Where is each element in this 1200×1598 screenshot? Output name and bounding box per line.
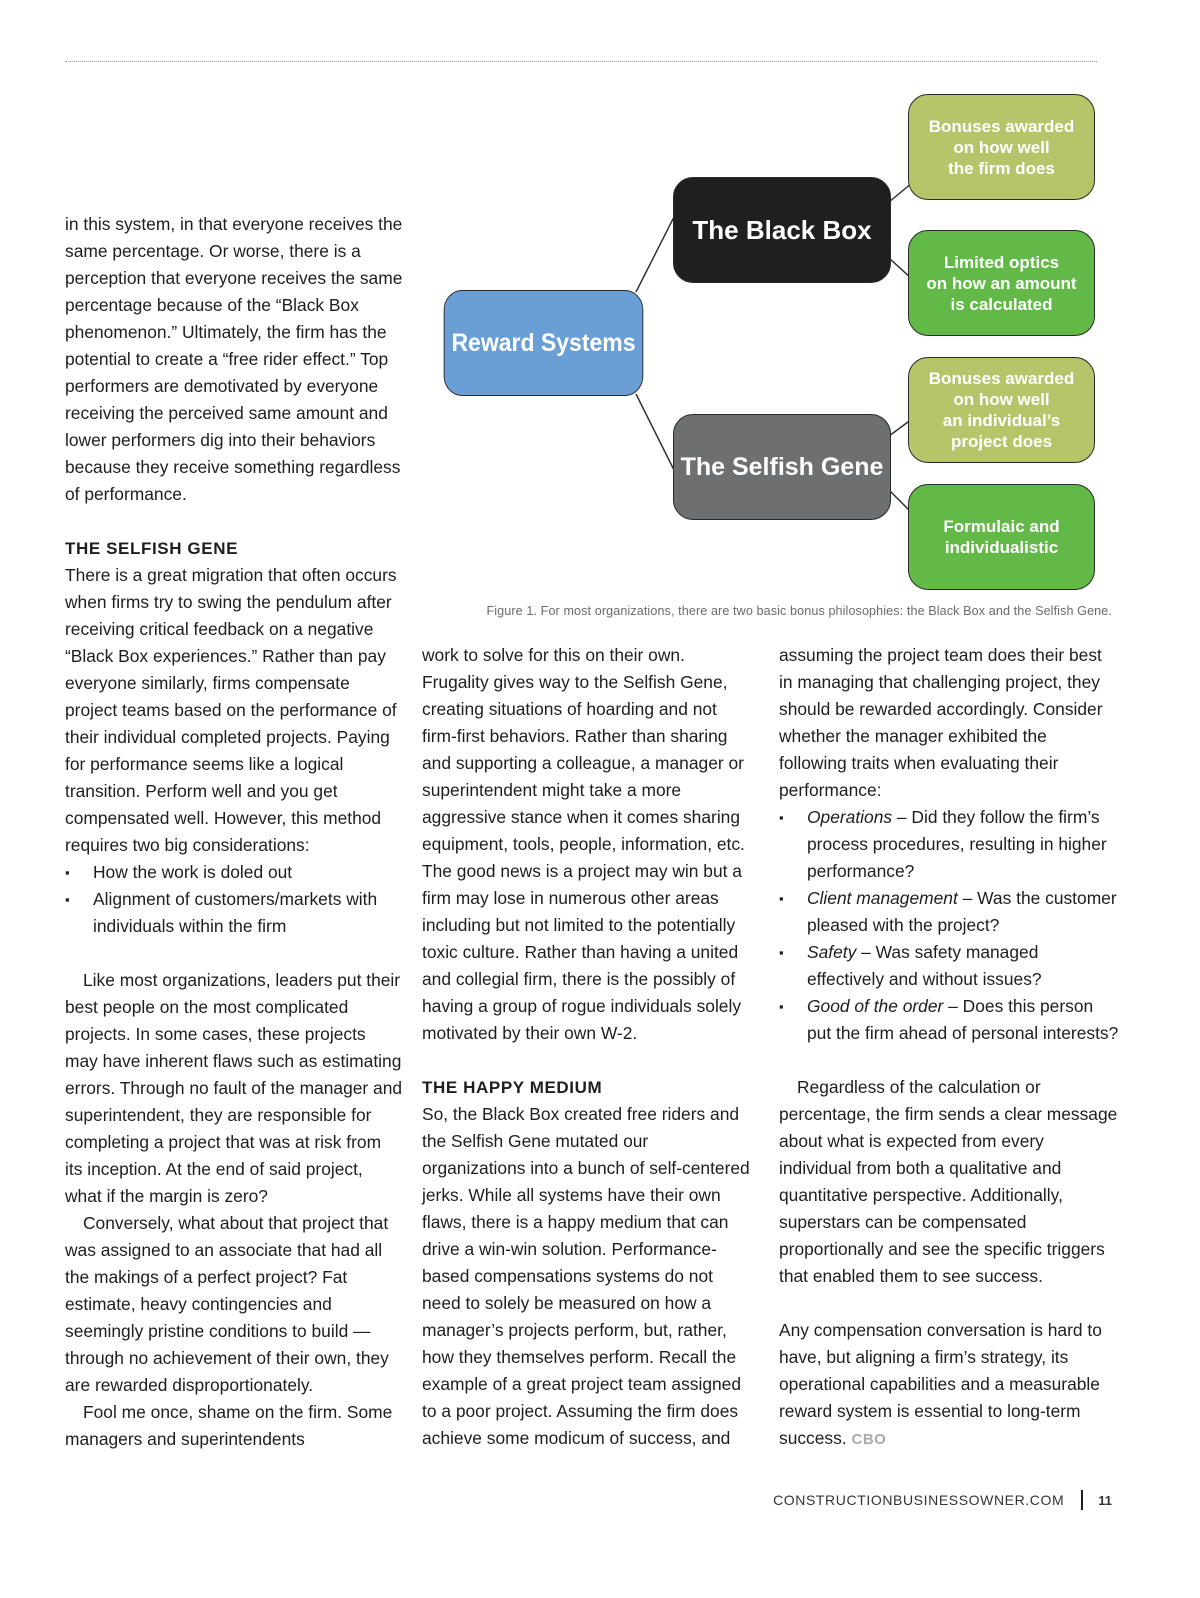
considerations-list — [65, 859, 403, 940]
paragraph: Like most organizations, leaders put their best people on the most complicated projects. In some cases, these projects may have inherent flaws such as estimating errors. Through no fault of the manager and superintendent, they are responsible for completing a project that was at risk from its inception. At the end of said project, what if the margin is zero? — [65, 970, 403, 1206]
closing-text: Any compensation conversation is hard to have, but aligning a firm’s strategy, its operational capabilities and a measurable reward system is essential to long-term success. — [779, 1320, 1102, 1448]
page-footer — [773, 1489, 1112, 1511]
list-item — [779, 885, 1119, 939]
paragraph: assuming the project team does their best in managing that challenging project, they should be rewarded accordingly. Consider whether the manager exhibited the following traits when evaluating their performance: — [779, 645, 1103, 800]
trait-text: – Does this person put the firm ahead of personal interests? — [807, 996, 1119, 1043]
paragraph: Fool me once, shame on the firm. Some managers and superintendents — [65, 1402, 393, 1449]
trait-term: Operations — [807, 807, 893, 827]
leaf-line: on how well — [953, 390, 1050, 409]
connector-blackbox-leaf1 — [889, 183, 912, 202]
trait-term: Good of the order — [807, 996, 944, 1016]
trait-text: – Was the customer pleased with the project? — [807, 888, 1117, 935]
section-heading-selfish-gene: THE SELFISH GENE — [65, 539, 239, 558]
figure-caption: Figure 1. For most organizations, there are two basic bonus philosophies: the Black Box and the Selfish Gene. — [486, 604, 1112, 618]
trait-text: – Was safety managed effectively and without issues? — [807, 942, 1042, 989]
leaf-line: project does — [950, 432, 1053, 451]
node-selfish-gene-label: The Selfish Gene — [680, 452, 884, 481]
trait-term: Client management — [807, 888, 958, 908]
traits-list — [779, 804, 1119, 1047]
connector-root-selfish — [636, 394, 678, 478]
cbo-signoff: CBO — [851, 1431, 887, 1448]
list-item: ▪ How the work is doled out — [65, 859, 403, 886]
leaf-line: Limited optics — [943, 252, 1060, 272]
list-item — [779, 939, 1119, 993]
article-column-3 — [779, 642, 1119, 1453]
paragraph: So, the Black Box created free riders and the Selfish Gene mutated our organizations into a bunch of self-centered jerks. While all systems have their own flaws, there is a happy medium that can drive a win-win solution. Performance-based compensations systems do not need to solely be measured on how a manager’s projects perform, but, rather, how they themselves perform. Recall the example of a great project team assigned to a poor project. Assuming the firm does achieve some modicum of success, and — [422, 1104, 750, 1448]
paragraph: Conversely, what about that project that was assigned to an associate that had all the makings of a perfect project? Fat estimate, heavy contingencies and seemingly pristine conditions to build — through no achievement of their own, they are rewarded disproportionately. — [65, 1213, 389, 1395]
leaf-line: an individual’s — [942, 411, 1061, 430]
leaf-formulaic — [908, 484, 1095, 590]
section-heading-happy-medium: THE HAPPY MEDIUM — [422, 1078, 603, 1097]
leaf-line: Formulaic and — [943, 517, 1060, 536]
leaf-line: the firm does — [948, 158, 1055, 178]
leaf-line: individualistic — [944, 538, 1059, 557]
node-reward-systems — [444, 290, 644, 396]
connector-selfish-leaf2 — [889, 490, 912, 513]
leaf-bonuses-firm — [908, 94, 1095, 200]
leaf-line: on how well — [953, 137, 1050, 157]
page-number: 11 — [1098, 1492, 1112, 1508]
list-item — [779, 993, 1119, 1047]
leaf-bonuses-individual — [908, 357, 1095, 463]
connector-selfish-leaf1 — [889, 419, 912, 436]
leaf-line: Bonuses awarded — [928, 369, 1075, 388]
article-column-1 — [65, 211, 403, 1453]
footer-site: CONSTRUCTIONBUSINESSOWNER.COM — [773, 1492, 1065, 1508]
node-black-box-label: The Black Box — [692, 214, 872, 245]
list-item — [779, 804, 1119, 885]
trait-text: – Did they follow the firm’s process procedures, resulting in higher performance? — [807, 807, 1107, 881]
top-dotted-rule — [65, 61, 1097, 62]
node-black-box — [673, 177, 891, 283]
leaf-limited-optics — [908, 230, 1095, 336]
node-reward-systems-label: Reward Systems — [451, 328, 636, 357]
leaf-line: on how an amount — [926, 273, 1077, 293]
leaf-line: Bonuses awarded — [928, 116, 1075, 136]
paragraph: work to solve for this on their own. Frugality gives way to the Selfish Gene, creating situations of hoarding and not firm-first behaviors. Rather than sharing and supporting a colleague, a manager or superintendent might take a more aggressive stance when it comes sharing equipment, tools, people, information, etc. The good news is a project may win but a firm may lose in numerous other areas including but not limited to the potentially toxic culture. Rather than having a united and collegial firm, there is the possibly of having a group of rogue individuals solely motivated by their own W-2. — [422, 645, 745, 1043]
paragraph: There is a great migration that often occurs when firms try to swing the pendulum after receiving critical feedback on a negative “Black Box experiences.” Rather than pay everyone similarly, firms compensate project teams based on the performance of their individual completed projects. Paying for performance seems like a logical transition. Perform well and you get compensated well. However, this method requires two big considerations: — [65, 565, 397, 855]
leaf-line: is calculated — [950, 294, 1053, 314]
connector-blackbox-leaf2 — [889, 258, 912, 279]
connector-root-blackbox — [636, 215, 675, 292]
list-item: ▪ Alignment of customers/markets with individuals within the firm — [65, 886, 403, 940]
trait-term: Safety — [807, 942, 857, 962]
footer-divider — [1081, 1490, 1083, 1510]
node-selfish-gene — [673, 414, 891, 520]
article-column-2 — [422, 642, 756, 1452]
paragraph — [779, 1317, 1119, 1453]
paragraph: Regardless of the calculation or percentage, the firm sends a clear message about what is expected from every individual from both a qualitative and quantitative perspective. Additionally, superstars can be compensated proportionally and see the specific triggers that enabled them to see success. — [779, 1077, 1118, 1286]
paragraph: in this system, in that everyone receives the same percentage. Or worse, there is a perception that everyone receives the same percentage because of the “Black Box phenomenon.” Ultimately, the firm has the potential to create a “free rider effect.” Top performers are demotivated by everyone receiving the perceived same amount and lower performers dig into their behaviors because they receive something regardless of performance. — [65, 214, 403, 504]
